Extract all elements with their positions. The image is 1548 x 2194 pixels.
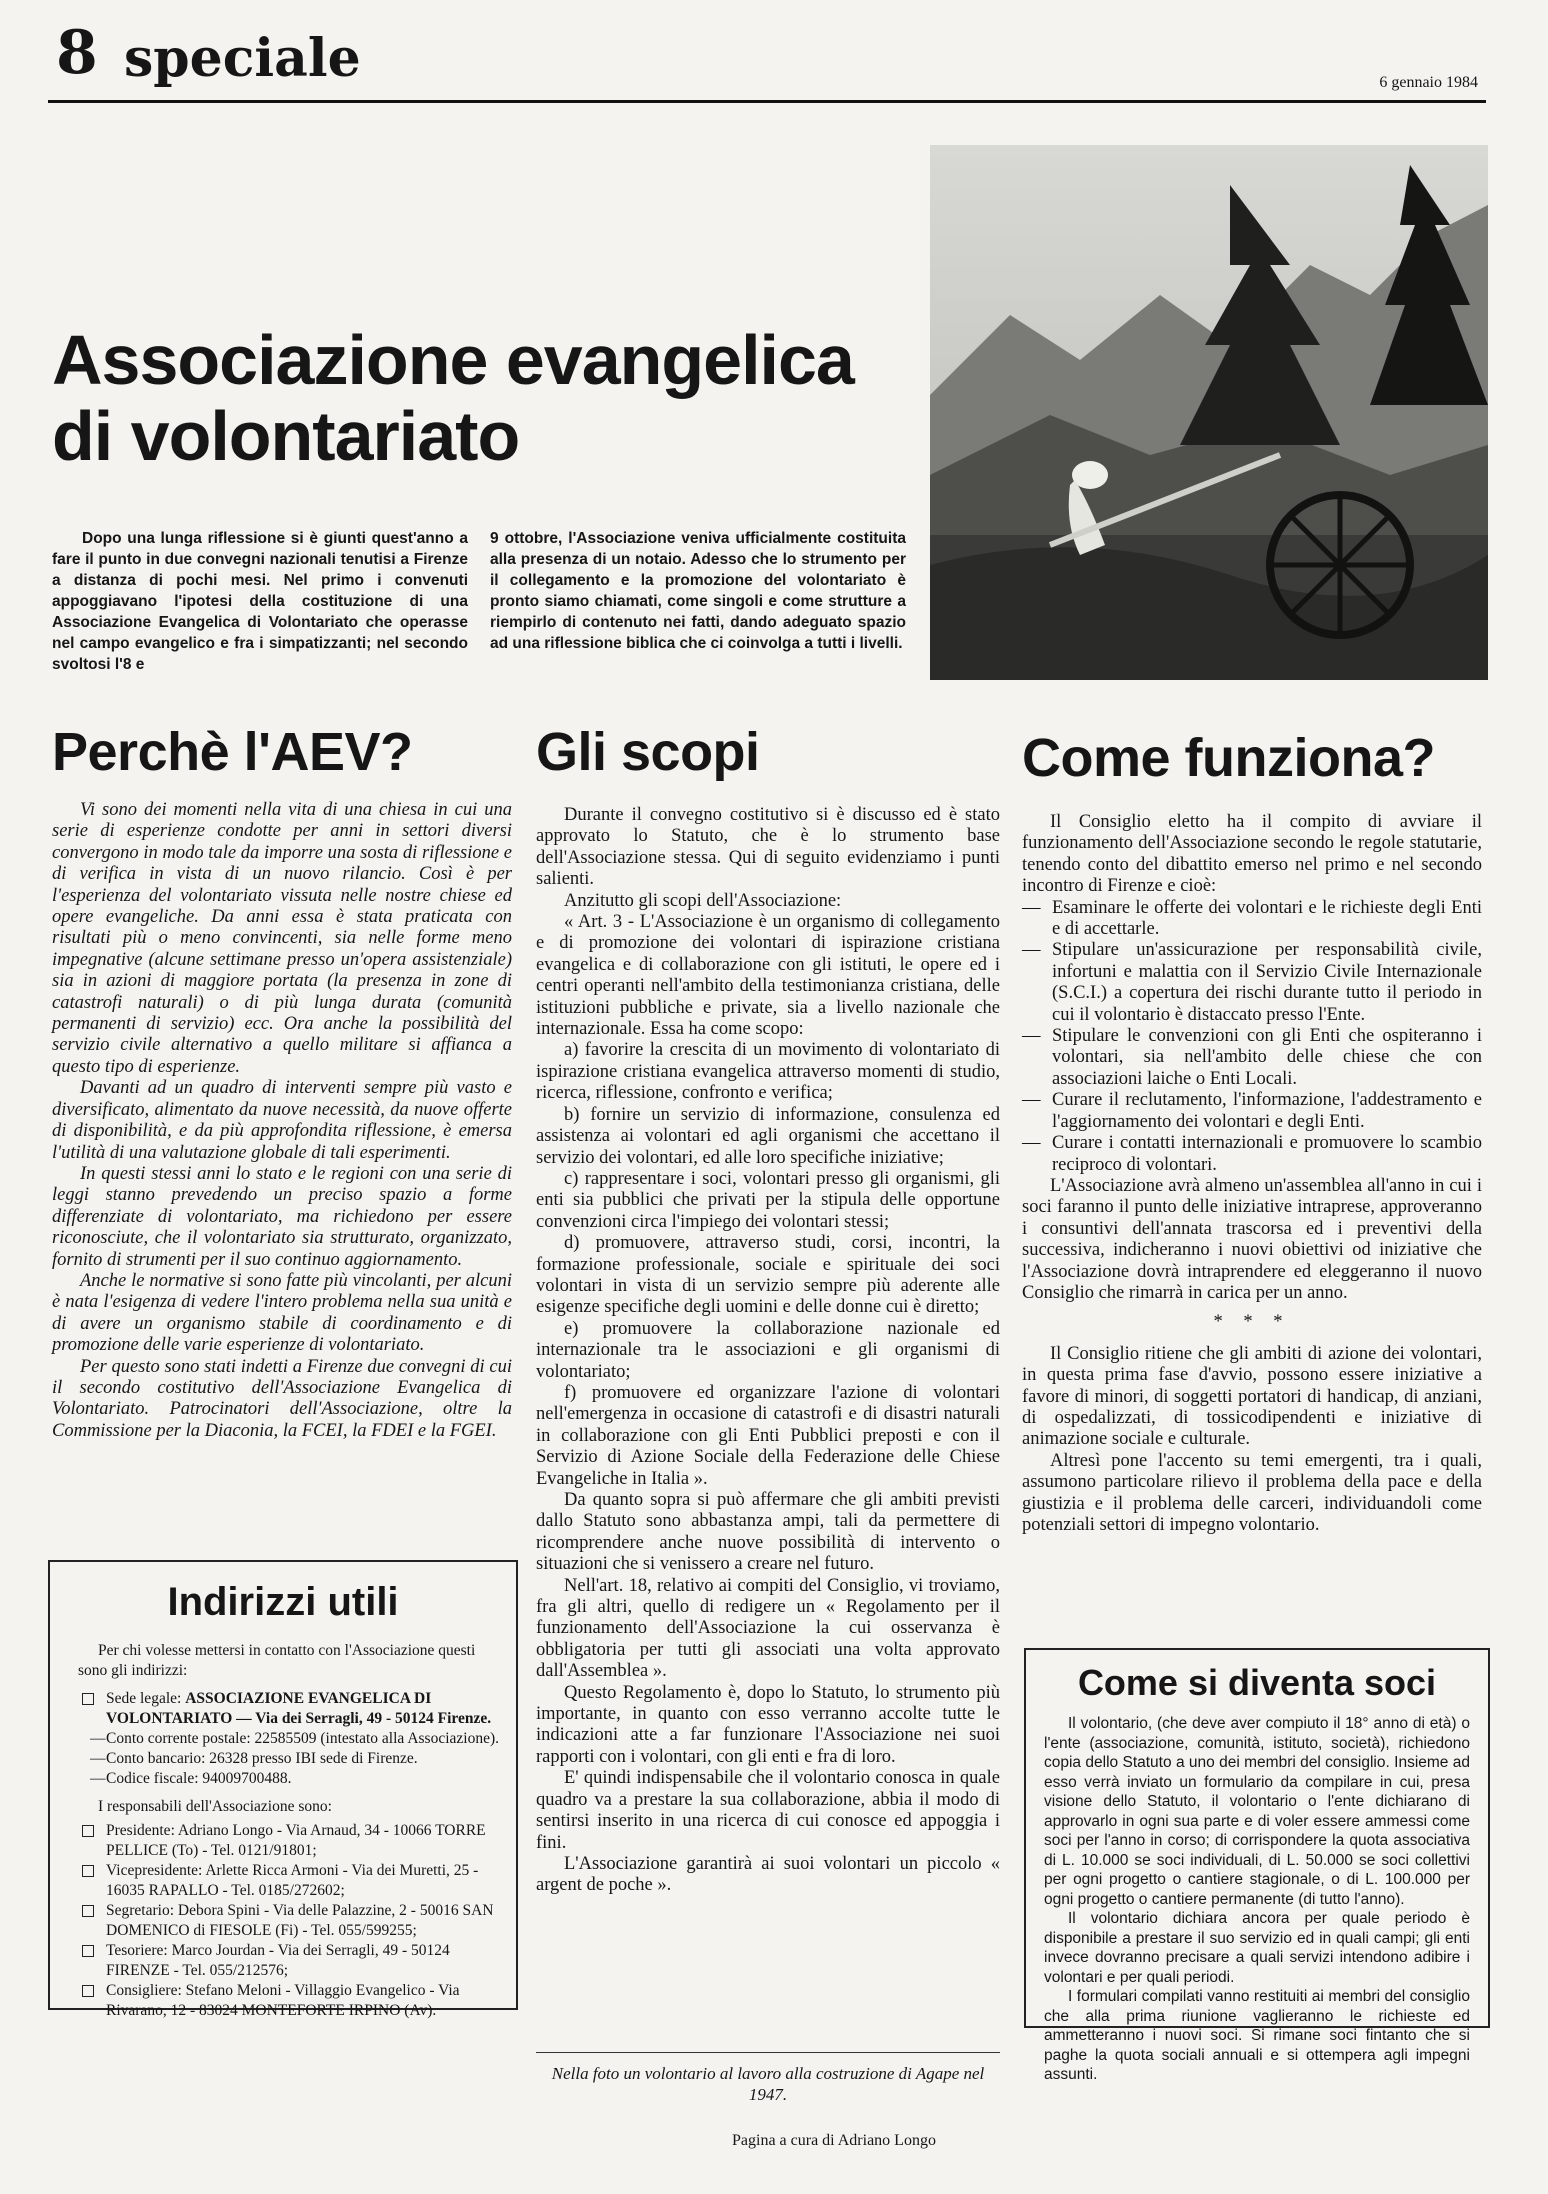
photo-caption: Nella foto un volontario al lavoro alla costruzione di Agape nel 1947. — [536, 2052, 1000, 2105]
sede-legale: Sede legale: ASSOCIAZIONE EVANGELICA DI VOLONTARIATO — Via dei Serragli, 49 - 50124 Firenze. — [78, 1689, 500, 1729]
checkbox-square-icon — [82, 1825, 94, 1837]
funziona-item: — Esaminare le offerte dei volontari e le richieste degli Enti e di accettarle. — [1022, 898, 1482, 941]
scopi-p2: Anzitutto gli scopi dell'Associazione: — [564, 890, 842, 911]
codice-fiscale: — Codice fiscale: 94009700488. — [90, 1770, 292, 1787]
segretario: Segretario: Debora Spini - Via delle Palazzine, 2 - 50016 SAN DOMENICO di FIESOLE (Fi) - Tel. 055/599255; — [78, 1901, 500, 1941]
checkbox-square-icon — [82, 1693, 94, 1705]
perche-body — [52, 800, 512, 1442]
indirizzi-title: Indirizzi utili — [167, 1580, 399, 1624]
photo-image — [930, 145, 1488, 680]
funziona-item: — Stipulare un'assicurazione per responsabilità civile, infortuni e malattia con il Servizio Civile Internazionale (S.C.I.) a copertura dei rischi durante tutto il periodo in cui il volontario è distaccato presso l'Ente. — [1022, 940, 1482, 1026]
scopi-c: c) rappresentare i soci, volontari presso gli organismi, gli enti sia pubblici che privati per la stipula delle opportune convenzioni circa l'impiego dei volontari stessi; — [536, 1168, 1000, 1232]
scopi-p3: « Art. 3 - L'Associazione è un organismo di collegamento e di promozione dei volontari di ispirazione cristiana evangelica e di collaborazione con gli istituti, le opere ed i centri operanti nell'ambito della testimonianza cristiana, delle istituzioni pubbliche e private, sia a livello nazionale che internazionale. Essa ha come scopo: — [536, 912, 1000, 1040]
conto-postale: — Conto corrente postale: 22585509 (intestato alla Associazione). — [90, 1730, 499, 1747]
perche-p4: Anche le normative si sono fatte più vincolanti, per alcuni è nata l'esigenza di vedere l'intero problema nella sua unità e di avere un organismo stabile di coordinamento e di promozione delle varie esperienze di volontariato. — [52, 1270, 512, 1356]
scopi-p7: E' quindi indispensabile che il volontario conosca in quale quadro va a prestare la sua collaborazione, abbia il modo di sentirsi inserito in una ricerca di cui conosce ed appoggia i fini. — [536, 1768, 1000, 1853]
perche-title: Perchè l'AEV? — [52, 722, 413, 782]
scopi-f: f) promuovere ed organizzare l'azione di volontari nell'emergenza in occasione di catastrofi e di disastri naturali in collaborazione con gli Enti Pubblici preposti e con il Servizio di Azione Sociale della Federazione delle Chiese Evangeliche in Italia ». — [536, 1382, 1000, 1489]
checkbox-square-icon — [82, 1985, 94, 1997]
vicepresidente: Vicepresidente: Arlette Ricca Armoni - Via dei Muretti, 25 - 16035 RAPALLO - Tel. 0185/272602; — [78, 1861, 500, 1901]
responsabili-intro: I responsabili dell'Associazione sono: — [98, 1798, 332, 1815]
funziona-body — [1022, 812, 1482, 1536]
page-credit: Pagina a cura di Adriano Longo — [732, 2132, 936, 2149]
funziona-title: Come funziona? — [1022, 728, 1435, 788]
soci-box — [1024, 1648, 1490, 2083]
headline-line-2: di volontariato — [52, 397, 520, 475]
checkbox-square-icon — [82, 1945, 94, 1957]
lede-right-text: 9 ottobre, l'Associazione veniva ufficialmente costituita alla presenza di un notaio. Adesso che lo strumento per il collegamento e la promozione del volontariato è pronto siamo chiamati, come singoli e come strutture a riempirlo di contenuto nei fatti, dando adeguato spazio ad una riflessione biblica che ci coinvolga a tutti i livelli. — [490, 530, 906, 652]
funziona-p2: L'Associazione avrà almeno un'assemblea all'anno in cui i soci faranno il punto delle iniziative intraprese, approveranno i consuntivi dell'annata trascorsa ed i preventivi della successiva, indicheranno i nuovi obiettivi od iniziative che l'Associazione dovrà intraprendere ed eleggeranno il nuovo Consiglio che rimarrà in carica per un anno. — [1022, 1175, 1482, 1303]
scopi-d: d) promuovere, attraverso studi, corsi, incontri, la formazione professionale, sociale e spirituale dei soci volontari in vista di un servizio sempre più aderente alle esigenze specifiche degli uomini e delle donne cui è diretto; — [536, 1233, 1000, 1318]
lede-left-text: Dopo una lunga riflessione si è giunti quest'anno a fare il punto in due convegni nazionali tenutisi a Firenze a distanza di pochi mesi. Nel primo i convenuti appoggiavano l'ipotesi della costituzione di una Associazione Evangelica di Volontariato che operasse nel campo evangelico e fra i simpatizzanti; nel secondo svoltosi l'8 e — [52, 530, 468, 673]
funziona-item: — Stipulare le convenzioni con gli Enti che ospiteranno i volontari, sia nell'ambito delle chiese che con associazioni laiche o Enti Locali. — [1022, 1026, 1482, 1090]
scopi-a: a) favorire la crescita di un movimento di volontariato di ispirazione cristiana evangelica attraverso momenti di studio, ricerca, riflessione, confronto e verifica; — [536, 1040, 1000, 1104]
indirizzi-box — [48, 1560, 518, 2019]
issue-date: 6 gennaio 1984 — [1379, 74, 1478, 91]
conto-bancario: — Conto bancario: 26328 presso IBI sede di Firenze. — [90, 1750, 418, 1767]
section-title: speciale — [124, 28, 361, 89]
scopi-title: Gli scopi — [536, 722, 760, 782]
funziona-item: — Curare il reclutamento, l'informazione, l'addestramento e l'aggiornamento dei volontari e degli Enti. — [1022, 1090, 1482, 1133]
photo-volunteer — [930, 145, 1488, 680]
presidente: Presidente: Adriano Longo - Via Arnaud, 34 - 10066 TORRE PELLICE (To) - Tel. 0121/91801; — [78, 1821, 500, 1861]
checkbox-square-icon — [82, 1865, 94, 1877]
lede-left — [52, 528, 468, 675]
scopi-b: b) fornire un servizio di informazione, consulenza ed assistenza ai volontari ed agli organismi che accettano il servizio dei volontari, ed alle loro specifiche iniziative; — [536, 1104, 1000, 1168]
page-number: 8 — [56, 18, 98, 88]
headline — [52, 322, 922, 474]
perche-p5: Per questo sono stati indetti a Firenze due convegni di cui il secondo costitutivo dell'Associazione Evangelica di Volontariato. Patrocinatori dell'Associazione, oltre la Commissione per la Diaconia, la FCEI, la FDEI e la FGEI. — [52, 1356, 512, 1441]
funziona-p4: Altresì pone l'accento su temi emergenti, tra i quali, assumono particolare rilievo il problema della pace e della giustizia e il problema delle carceri, individuandoli come potenziali settori di impegno volontario. — [1022, 1450, 1482, 1535]
scopi-e: e) promuovere la collaborazione nazionale ed internazionale tra le associazioni e gli organismi di volontariato; — [536, 1318, 1000, 1382]
soci-p3: I formulari compilati vanno restituiti ai membri del consiglio che alla prima riunione vaglieranno le richieste ed ammetteranno i nuovi soci. Si rimane soci fintanto che si paghe la quota sociali annuali e si ottempera agli impegni assunti. — [1044, 1988, 1470, 2083]
scopi-p8: L'Associazione garantirà ai suoi volontari un piccolo « argent de poche ». — [536, 1853, 1000, 1896]
perche-p1: Vi sono dei momenti nella vita di una chiesa in cui una serie di esperienze condotte per anni in settori diversi convergono in modo tale da imporre una sosta di riflessione e di verifica in vista di un nuovo rilancio. Così è per l'esperienza del volontariato vissuta nelle nostre chiese ed opere evangeliche. Da anni essa è stata praticata con risultati più o meno convincenti, sia nelle forme meno impegnative (alcune settimane presso un'opera assistenziale) sia in azioni di maggiore portata (la presenza in zone di catastrofi naturali) o di più lunga durata (comunità permanenti di servizio) ecc. Ora anche la possibilità del servizio civile alternativo a quello militare si affianca a questo tipo di esperienze. — [52, 800, 512, 1077]
checkbox-square-icon — [82, 1905, 94, 1917]
indirizzi-list — [50, 1641, 516, 2021]
section-divider: * * * — [1213, 1312, 1291, 1333]
soci-p2: Il volontario dichiara ancora per quale periodo è disponibile a prestare il suo servizio ed in quali campi; gli enti invece dovranno precisare a quali servizi intendono adibire i volontari e per quali periodi. — [1044, 1910, 1470, 1986]
funziona-list — [1022, 898, 1482, 1176]
scopi-p1: Durante il convegno costitutivo si è discusso ed è stato approvato lo Statuto, che è lo strumento base dell'Associazione stessa. Qui di seguito evidenziamo i punti salienti. — [536, 805, 1000, 890]
consigliere: Consigliere: Stefano Meloni - Villaggio Evangelico - Via Rivarano, 12 - 83024 MONTEFORTE IRPINO (Av). — [78, 1981, 500, 2021]
funziona-p3: Il Consiglio ritiene che gli ambiti di azione dei volontari, in questa prima fase d'avvio, possono essere iniziative a favore di minori, di soggetti portatori di handicap, di anziani, di ospedalizzati, di tossicodipendenti e iniziative di animazione sociale e culturale. — [1022, 1343, 1482, 1450]
soci-body — [1026, 1714, 1488, 2085]
masthead — [48, 18, 1486, 103]
scopi-p4: Da quanto sopra si può affermare che gli ambiti previsti dallo Statuto sono abbastanza ampi, tali da permettere di ricomprendere anche nuove possibilità di intervento o situazioni che si venissero a creare nel futuro. — [536, 1490, 1000, 1575]
perche-p2: Davanti ad un quadro di interventi sempre più vasto e diversificato, alimentato da nuove necessità, da nuove offerte di disponibilità, e da più approfondita riflessione, è emersa l'utilità di una valutazione globale di tali esperimenti. — [52, 1078, 512, 1163]
tesoriere: Tesoriere: Marco Jourdan - Via dei Serragli, 49 - 50124 FIRENZE - Tel. 055/212576; — [78, 1941, 500, 1981]
scopi-p5: Nell'art. 18, relativo ai compiti del Consiglio, vi troviamo, fra gli altri, quello di redigere un « Regolamento per il funzionamento dell'Associazione la cui osservanza è obbligatoria per tutti gli associati una volta approvato dall'Assemblea ». — [536, 1575, 1000, 1682]
scopi-p6: Questo Regolamento è, dopo lo Statuto, lo strumento più importante, in quanto con esso verranno accolte tutte le indicazioni atte a far funzionare l'Associazione nei suoi rapporti con i volontari, con gli enti e fra di loro. — [536, 1682, 1000, 1767]
headline-line-1: Associazione evangelica — [52, 321, 854, 399]
sede-name: ASSOCIAZIONE EVANGELICA DI VOLONTARIATO — Via dei Serragli, 49 - 50124 Firenze. — [106, 1690, 492, 1727]
indirizzi-intro: Per chi volesse mettersi in contatto con l'Associazione questi sono gli indirizzi: — [78, 1642, 476, 1679]
scopi-body — [536, 805, 1000, 1897]
funziona-item: — Curare i contatti internazionali e promuovere lo scambio reciproco di volontari. — [1022, 1133, 1482, 1176]
perche-p3: In questi stessi anni lo stato e le regioni con una serie di leggi stanno prevedendo un preciso spazio a forme differenziate di volontariato, ma richiedono per essere riconosciute, che il volontariato sia strutturato, organizzato, fornito di strumenti per il suo continuo aggiornamento. — [52, 1163, 512, 1270]
funziona-p1: Il Consiglio eletto ha il compito di avviare il funzionamento dell'Associazione secondo le regole statutarie, tenendo conto del dibattito emerso nel primo e nel secondo incontro di Firenze e cioè: — [1022, 812, 1482, 897]
lede-right — [490, 528, 906, 654]
soci-p1: Il volontario, (che deve aver compiuto il 18° anno di età) o l'ente (associazione, comunità, istituto, società), richiedono copia dello Statuto a uno dei membri del consiglio. Insieme ad esso verrà inviato un formulario da compilare in cui, presa visione dello Statuto, il volontario o l'ente dichiarano di approvarlo in ogni sua parte e di voler essere ammessi come soci per l'anno in corso; di corrispondere la quota associativa di L. 10.000 se soci individuali, di L. 50.000 se soci collettivi per ogni progetto o cantiere stagionale, o di L. 100.000 per ogni progetto o cantiere permanente (di tutto l'anno). — [1044, 1715, 1470, 1908]
soci-title: Come si diventa soci — [1077, 1662, 1437, 1703]
